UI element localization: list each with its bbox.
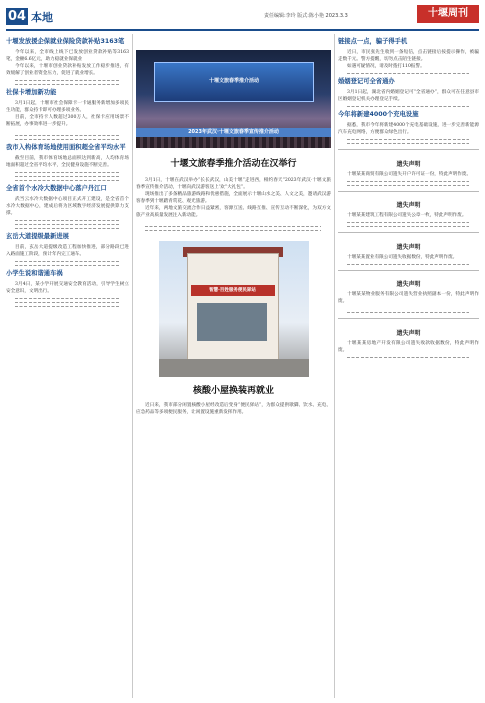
ground	[159, 359, 309, 377]
header-rule	[6, 29, 479, 31]
text-line-placeholder	[15, 180, 119, 181]
notice-divider	[338, 318, 479, 319]
stage-screen	[154, 62, 314, 102]
notice-text: 十堰某某物业服务有限公司遗失营业执照副本一份，特此声明作废。	[338, 292, 479, 305]
text-line-placeholder	[145, 230, 321, 231]
text-line-placeholder	[347, 73, 469, 74]
article-paragraph: 3月1日起，湖北省内婚姻登记可“全省通办”，群众可在任意县市区婚姻登记机关办理登记手续。	[338, 90, 479, 103]
text-line-placeholder	[347, 139, 469, 140]
notice-title: 遗失声明	[396, 281, 421, 289]
kiosk-window	[197, 303, 267, 341]
text-line-placeholder	[15, 224, 119, 225]
text-line-placeholder	[347, 309, 469, 310]
text-line-placeholder	[347, 264, 469, 265]
notice-text: 十堰某某房地产开发有限公司遗失收款收据数份，特此声明作废。	[338, 340, 479, 353]
text-line-placeholder	[15, 298, 119, 299]
middle-column	[136, 34, 331, 698]
section-title: 本地	[31, 11, 53, 24]
text-line-placeholder	[145, 223, 321, 224]
article-paragraph: 3月1日，十堰在武汉举办“长长武汉，山美十堰”走进西，相约春天“2023年武汉·十堰文旅春季宣传推介活动，十堰向武汉游客送上‘欢“大礼包”。	[136, 178, 331, 191]
left-column	[6, 34, 129, 698]
article-paragraph: 武当云水冷大数据中心项目正式开工建设，是全省首个水冷大数据中心，建成后将为区域数字经济发展提供算力支撑。	[6, 197, 129, 217]
notice-title: 遗失声明	[396, 160, 421, 168]
article-paragraph: 近年来，两地文旅交流合作日益紧密，客源互送、线路互推、宣传互动不断深化，为双方文旅产业高质量发展注入新动能。	[136, 206, 331, 219]
article-paragraph: 目前，全市持卡人数超过300万人，社保卡应用场景不断拓展，办事效率进一步提升。	[6, 115, 129, 128]
article-title: 我市入构体育场地使用面积超全省平均水平	[6, 144, 126, 152]
column-divider	[334, 34, 335, 698]
text-line-placeholder	[347, 143, 469, 144]
article-title: 十堰发放援企保就业保险贷款补贴3163笔	[6, 38, 125, 45]
article-paragraph: 近日来，我市部分闲置核酸小屋经改造后变身“便民驿站”，为群众提供歇脚、饮水、充电、应急药品等多项便民服务，让闲置设施重新发挥作用。	[136, 403, 331, 416]
text-line-placeholder	[347, 226, 469, 227]
text-line-placeholder	[347, 185, 469, 186]
notice-text: 十堰某某建筑工程有限公司遗失公章一枚，特此声明作废。	[347, 213, 467, 219]
page-number: 04	[7, 9, 27, 24]
headline: 十堰文旅春季推介活动在汉举行	[170, 159, 297, 169]
text-line-placeholder	[145, 226, 321, 227]
text-line-placeholder	[347, 222, 469, 223]
article-title: 玄岳大道提级最新进展	[6, 233, 69, 241]
page-header	[0, 0, 485, 30]
section-divider	[338, 149, 479, 150]
article-paragraph: 目前，玄岳大道提级改造工程加快推进，部分路段已进入路面施工阶段，预计年内完工通车。	[6, 245, 129, 258]
article-paragraph: 今年以来，十堰市创业贷款补贴发放工作稳步推进，有效缓解了创业者资金压力，促进了就业增长。	[6, 64, 129, 77]
right-column	[338, 34, 479, 698]
notice-text: 十堰某某商贸有限公司遗失开户许可证一份，特此声明作废。	[347, 171, 472, 177]
text-line-placeholder	[15, 302, 119, 303]
article-title: 婚姻登记可全省通办	[338, 78, 395, 86]
column-divider	[132, 34, 133, 698]
stage-screen-text: 十堰文旅春季推介活动	[208, 78, 259, 84]
notice-title: 遗失声明	[396, 243, 421, 251]
editor-meta: 责任编辑:李玲 版式:陈小艳 2023.3.3	[264, 13, 348, 19]
article-title: 全省首个水冷大数据中心落户丹江口	[6, 185, 107, 193]
kiosk-photo	[159, 241, 309, 377]
headline: 核酸小屋换装再就业	[192, 386, 274, 397]
text-line-placeholder	[15, 176, 119, 177]
event-photo	[136, 50, 331, 148]
article-paragraph: 3月4日，某小学开展交通安全教育活动，引导学生树立安全意识，文明出行。	[6, 281, 129, 295]
text-line-placeholder	[15, 306, 119, 307]
article-title: 链接点一点，骗子得手机	[338, 38, 408, 45]
text-line-placeholder	[15, 84, 119, 85]
text-line-placeholder	[347, 181, 469, 182]
notice-title: 遗失声明	[396, 329, 421, 337]
text-line-placeholder	[15, 135, 119, 136]
text-line-placeholder	[15, 261, 119, 262]
notice-divider	[338, 270, 479, 271]
text-line-placeholder	[15, 228, 119, 229]
article-paragraph: 近日，市民张先生收到一条短信，点击链接后按提示操作，被骗走数千元。警方提醒，切勿点击陌生链接。	[338, 50, 479, 63]
notice-text: 十堰某某置业有限公司遗失收据数份，特此声明作废。	[347, 254, 458, 260]
text-line-placeholder	[347, 357, 469, 358]
photo-banner: 2023年武汉·十堰文旅春季宣传推介活动	[136, 128, 331, 137]
article-paragraph: 3月1日起，十堰市社会保障卡一卡通服务新增加多项民生功能，群众持卡即可办理多项业务。	[6, 101, 129, 114]
text-line-placeholder	[15, 172, 119, 173]
text-line-placeholder	[15, 80, 119, 81]
article-title: 小学生说和谐通车祸	[6, 269, 63, 277]
article-paragraph: 如遇可疑情况，请及时拨打110报警。	[347, 64, 425, 70]
article-paragraph: 截至目前，我市体育场地总面积达到新高，人均体育场地面积超过全省平均水平，全民健身设施不断完善。	[6, 156, 129, 169]
text-line-placeholder	[15, 265, 119, 266]
audience	[136, 137, 331, 148]
article-paragraph: 今年以来，全市线上线下已发放创业贷款补贴等3163笔，金额6.6亿元，助力稳就业保就业	[6, 50, 129, 63]
text-line-placeholder	[347, 106, 469, 107]
article-paragraph: 现场推出了多条精品旅游线路和优惠措施，全面展示十堰山水之美、人文之美，邀请武汉游客春季到十堰踏青赏花、观光旅游。	[136, 192, 331, 205]
notice-divider	[338, 232, 479, 233]
notice-title: 遗失声明	[396, 202, 421, 210]
notice-divider	[338, 191, 479, 192]
text-line-placeholder	[15, 132, 119, 133]
kiosk-sign: 智慧·百姓服务便民驿站	[191, 285, 275, 296]
article-title: 社保卡增加新功能	[6, 89, 57, 97]
article-title: 今年将新建4000个充电设施	[338, 111, 419, 119]
text-line-placeholder	[15, 220, 119, 221]
newspaper-brand: 十堰周刊	[417, 5, 479, 23]
article-paragraph: 据悉，我市今年将新建4000个充电基础设施，进一步完善新能源汽车充电网络，方便群众绿色出行。	[338, 123, 479, 136]
text-line-placeholder	[347, 312, 469, 313]
text-line-placeholder	[15, 139, 119, 140]
